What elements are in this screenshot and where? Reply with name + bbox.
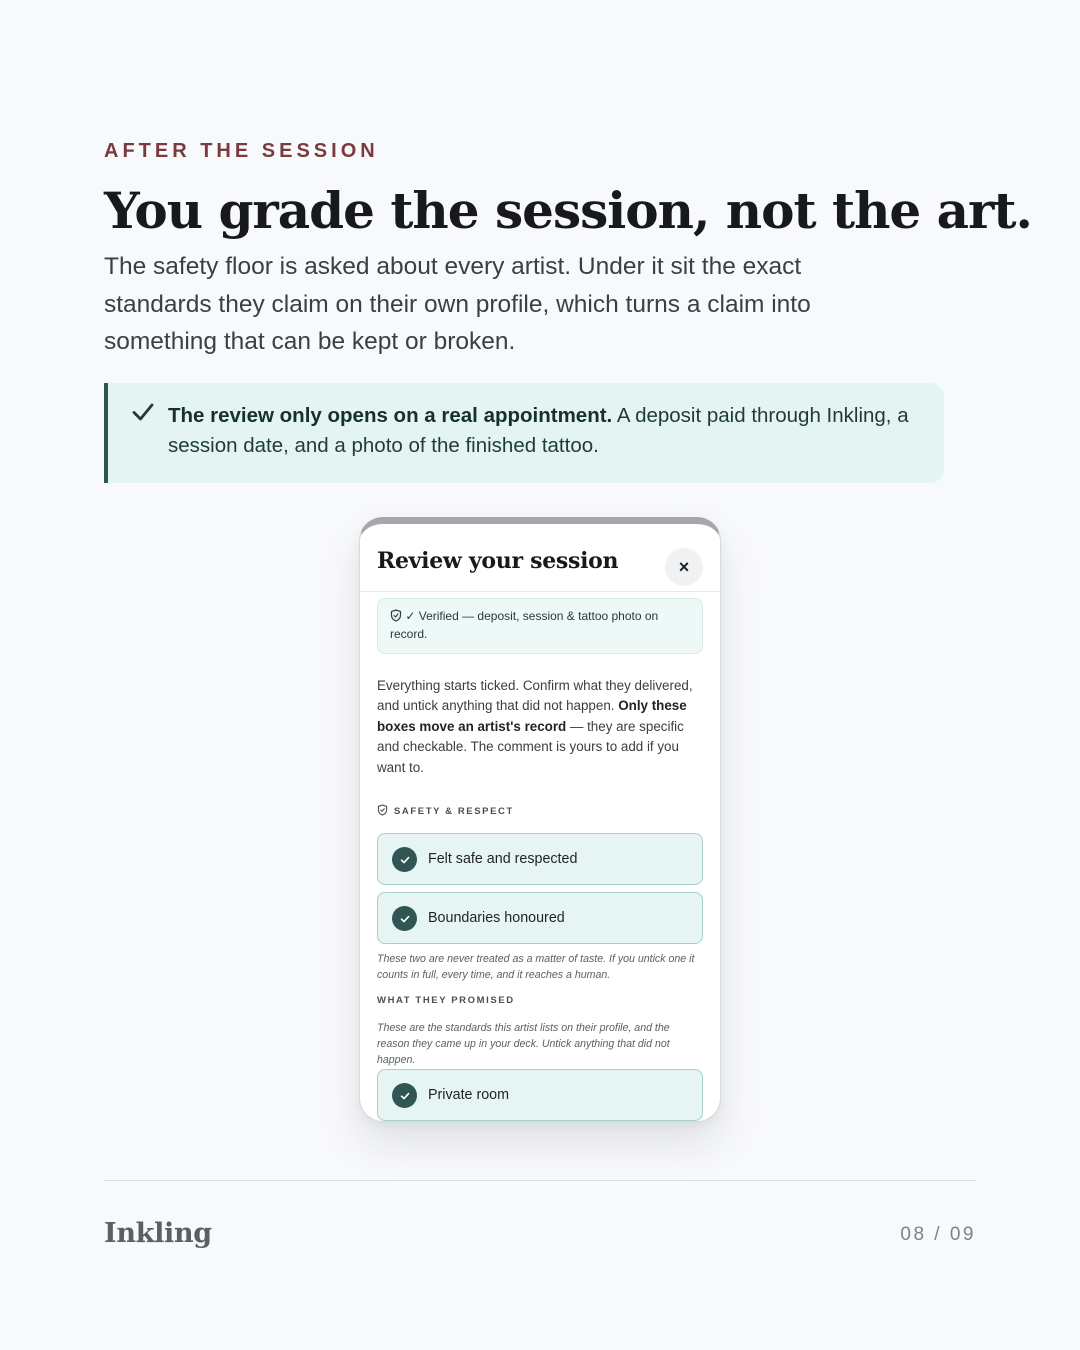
checkbox-private-room[interactable] bbox=[377, 1069, 703, 1121]
checkbox-boundaries[interactable] bbox=[377, 892, 703, 944]
safety-section-label bbox=[377, 804, 514, 817]
verified-banner bbox=[377, 598, 703, 654]
checkmark-icon bbox=[392, 906, 417, 931]
callout bbox=[104, 383, 944, 483]
page-indicator: 08 / 09 bbox=[900, 1224, 976, 1245]
checkbox-label: Private room bbox=[428, 1087, 510, 1103]
checkbox-label: Boundaries honoured bbox=[428, 910, 565, 926]
checkmark-icon bbox=[392, 1083, 417, 1108]
modal-title: Review your session bbox=[377, 548, 619, 574]
callout-bold: The review only opens on a real appointment. bbox=[168, 404, 613, 427]
callout-text bbox=[168, 404, 909, 457]
callout-detail: A deposit paid through Inkling, a session date, and a photo of the finished tattoo. bbox=[168, 404, 909, 457]
shield-icon bbox=[390, 609, 402, 622]
brand-logo: Inkling bbox=[104, 1218, 212, 1249]
safety-note: These two are never treated as a matter of taste. If you untick one it counts in full, every time, and it reaches a human. bbox=[377, 953, 695, 981]
safety-section-label-text: SAFETY & RESPECT bbox=[394, 806, 514, 817]
footer-divider bbox=[104, 1180, 976, 1181]
review-modal bbox=[359, 517, 721, 1122]
body-part1: Everything starts ticked. Confirm what they delivered, and untick anything that did not happen. bbox=[377, 678, 693, 714]
checkbox-felt-safe[interactable] bbox=[377, 833, 703, 885]
verified-text: ✓ Verified — deposit, session & tattoo photo on record. bbox=[390, 609, 659, 641]
modal-header bbox=[360, 524, 720, 592]
promised-section-label: WHAT THEY PROMISED bbox=[377, 995, 515, 1006]
checkbox-label: Felt safe and respected bbox=[428, 851, 578, 867]
intro-paragraph: The safety floor is asked about every artist. Under it sit the exact standards they claim on their own profile, which turns a claim into something that can be kept or broken. bbox=[104, 253, 811, 355]
promised-note: These are the standards this artist lists on their profile, and the reason they came up in your deck. Untick anything that did not happen. bbox=[377, 1022, 670, 1066]
shield-icon bbox=[377, 804, 388, 816]
body-part2: — they are specific and checkable. The comment is yours to add if you want to. bbox=[377, 718, 684, 775]
checkmark-icon bbox=[392, 847, 417, 872]
modal-body-text bbox=[377, 676, 707, 778]
body-bold: Only these boxes move an artist's record bbox=[377, 698, 687, 734]
check-icon bbox=[130, 399, 156, 425]
close-button[interactable]: × bbox=[665, 548, 703, 586]
eyebrow: AFTER THE SESSION bbox=[104, 140, 379, 162]
headline: You grade the session, not the art. bbox=[104, 181, 1032, 240]
